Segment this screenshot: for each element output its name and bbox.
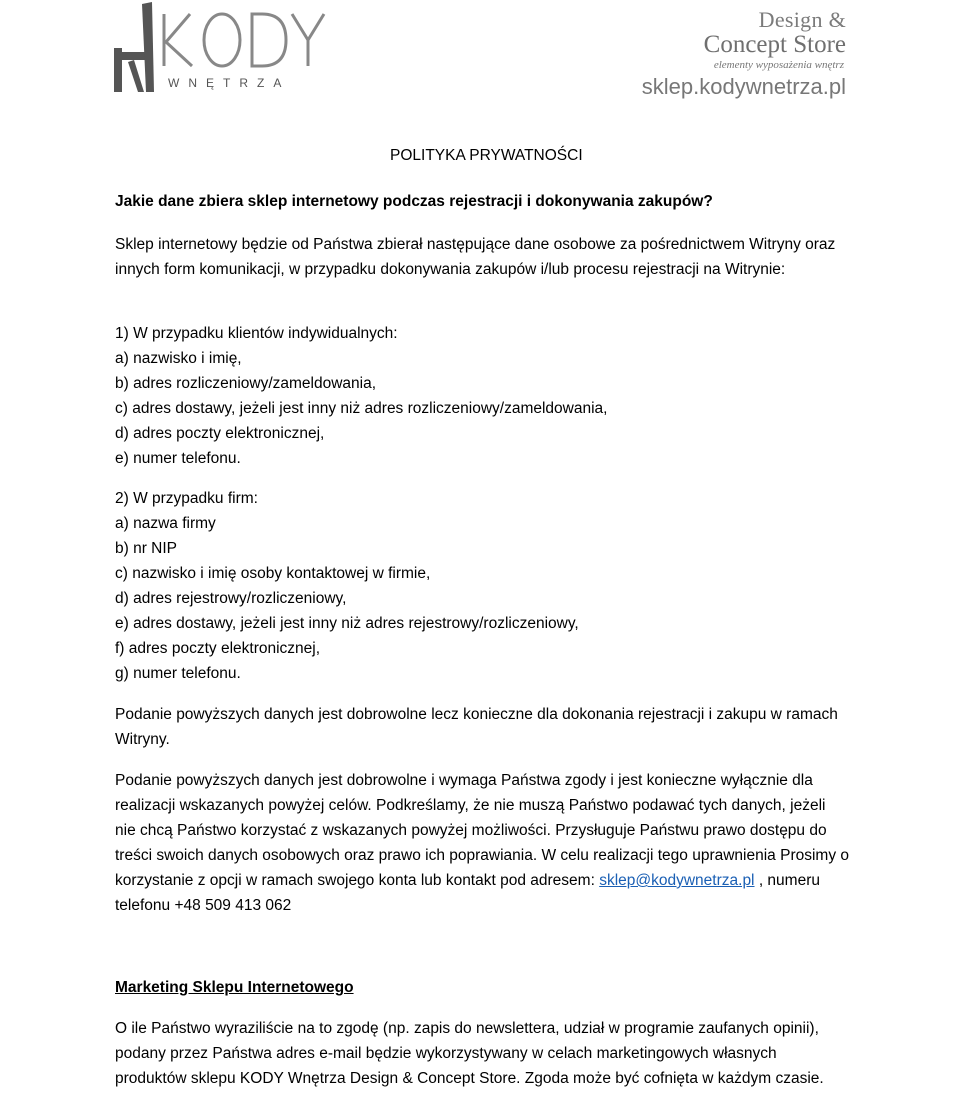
list-item: c) nazwisko i imię osoby kontaktowej w firmie, [115,565,431,582]
firm-section [115,486,850,686]
email-link[interactable]: sklep@kodywnetrza.pl [599,872,755,889]
brand-block [642,8,846,101]
list-item: a) nazwa firmy [115,515,216,532]
phone-text: , numeru telefonu +48 509 413 062 [115,872,820,914]
marketing-paragraph: O ile Państwo wyraziliście na to zgodę (np. zapis do newslettera, udział w programie zaufanych opinii), podany przez Państwa adres e-mail będzie wykorzystywany w celach marketingowych własnych produktów sklepu KODY Wnętrza Design & Concept Store. Zgoda może być cofnięta w każdym czasie. [115,1020,824,1087]
individual-section [115,321,850,471]
list-item: b) nr NIP [115,540,178,557]
brand-url: sklep.kodywnetrza.pl [641,74,846,99]
voluntary-paragraph-1: Podanie powyższych danych jest dobrowolne lecz konieczne dla dokonania rejestracji i zakupu w ramach Witryny. [115,706,838,748]
brand-design: Design & [758,7,846,32]
voluntary-text: Podanie powyższych danych jest dobrowolne i wymaga Państwa zgody i jest konieczne wyłącznie dla realizacji wskazanych powyżej celów. Podkreślamy, że nie muszą Państwo podawać tych danych, jeżeli nie chcą Państwo korzystać z wskazanych powyżej możliwości. Przysługuje Państwu prawo dostępu do treści swoich danych osobowych oraz prawo ich poprawiania. W celu realizacji tego uprawnienia Prosimy o korzystanie z opcji w ramach swojego konta lub kontakt pod adresem: [115,772,850,889]
list-item: d) adres poczty elektronicznej, [115,425,325,442]
list-item: e) numer telefonu. [115,450,241,467]
voluntary-paragraph-2 [115,768,850,918]
brand-concept-store: Concept Store [703,31,846,58]
list-item: c) adres dostawy, jeżeli jest inny niż adres rozliczeniowy/zameldowania, [115,400,608,417]
list-item: f) adres poczty elektronicznej, [115,640,321,657]
logo-sub-text: WNĘTRZA [168,76,291,90]
page-title: POLITYKA PRYWATNOŚCI [390,147,583,164]
firm-heading: 2) W przypadku firm: [115,490,258,507]
list-item: a) nazwisko i imię, [115,350,242,367]
intro-paragraph: Sklep internetowy będzie od Państwa zbierał następujące dane osobowe za pośrednictwem Witryny oraz innych form komunikacji, w przypadku dokonywania zakupów i/lub procesu rejestracji na Witrynie: [115,236,836,278]
brand-tagline: elementy wyposażenia wnętrz [713,59,844,71]
question-heading: Jakie dane zbiera sklep internetowy podczas rejestracji i dokonywania zakupów? [115,193,713,210]
kody-logo [112,0,332,96]
marketing-heading: Marketing Sklepu Internetowego [115,979,354,996]
list-item: d) adres rejestrowy/rozliczeniowy, [115,590,347,607]
individual-heading: 1) W przypadku klientów indywidualnych: [115,325,398,342]
list-item: e) adres dostawy, jeżeli jest inny niż adres rejestrowy/rozliczeniowy, [115,615,579,632]
list-item: b) adres rozliczeniowy/zameldowania, [115,375,377,392]
list-item: g) numer telefonu. [115,665,241,682]
